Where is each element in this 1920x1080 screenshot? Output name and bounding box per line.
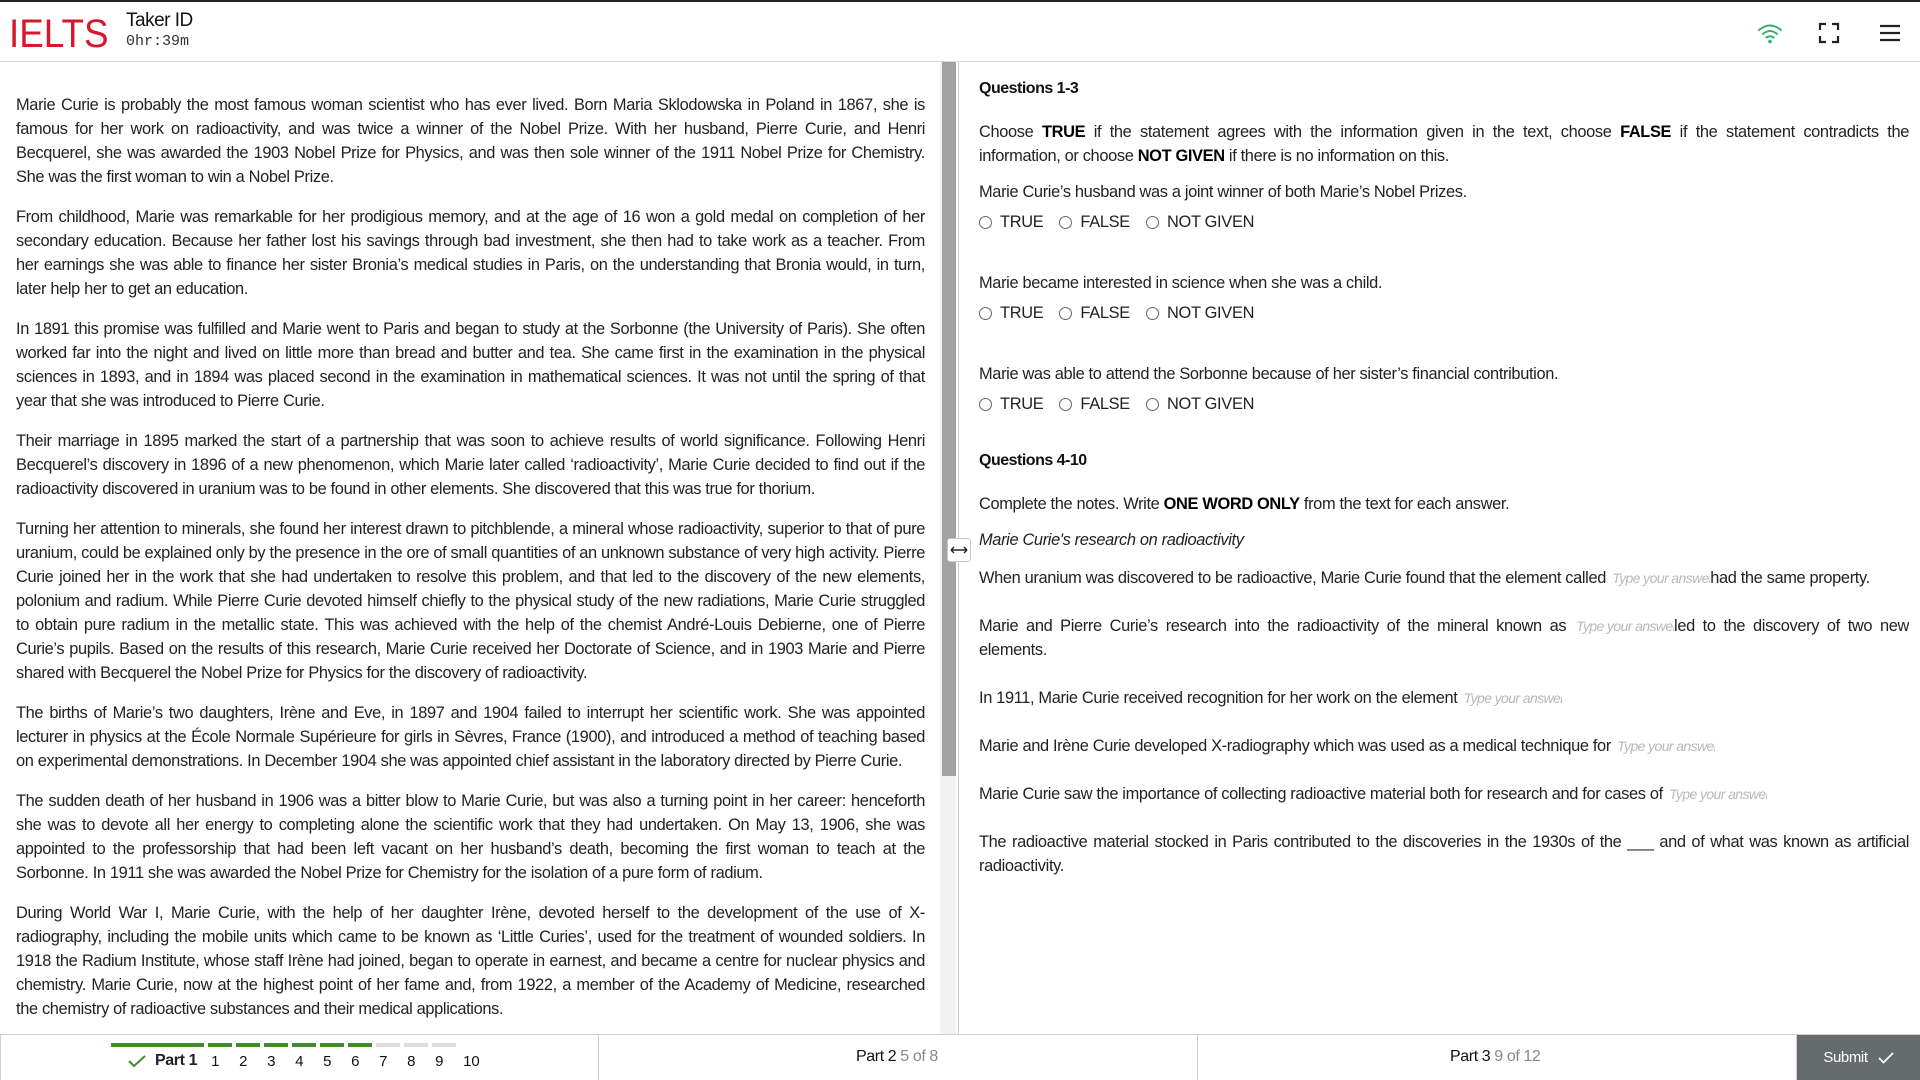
- instruction-text: Choose: [979, 123, 1042, 141]
- question-number[interactable]: 9: [435, 1052, 444, 1070]
- progress-segment: [292, 1043, 316, 1047]
- resize-arrows-icon: [950, 544, 968, 556]
- answer-option[interactable]: [1146, 304, 1254, 323]
- fullscreen-icon[interactable]: [1815, 20, 1843, 46]
- question-number[interactable]: 4: [295, 1052, 304, 1070]
- instruction-text: if the statement agrees with the information given in the text, choose: [1085, 123, 1621, 141]
- question-number[interactable]: 10: [463, 1052, 480, 1070]
- answer-options: [979, 212, 1909, 232]
- menu-icon[interactable]: [1876, 20, 1904, 46]
- part-3-tab[interactable]: [1198, 1035, 1797, 1080]
- gap-text-before: Marie Curie saw the importance of collecting radioactive material both for research and for cases of: [979, 785, 1667, 803]
- bottom-navigation: [0, 1034, 1920, 1079]
- passage-paragraph: From childhood, Marie was remarkable for her prodigious memory, and at the age of 16 won a gold medal on completion of her secondary education. Because her father lost his savings through bad investment, she then had to take work as a teacher. From her earnings she was able to finance her sister Bronia’s medical studies in Paris, on the understanding that Bronia would, in turn, later help her to get an education.: [16, 208, 925, 298]
- radio-button[interactable]: [1146, 398, 1159, 411]
- radio-button[interactable]: [1059, 398, 1072, 411]
- radio-button[interactable]: [1146, 216, 1159, 229]
- notes-instruction: [979, 492, 1909, 516]
- gap-question-10: The radioactive material stocked in Paris contributed to the discoveries in the 1930s of the ___ and of what was known as artificial radioactivity.: [979, 833, 1909, 875]
- gap-question-6: [979, 614, 1909, 662]
- answer-input[interactable]: [1574, 618, 1674, 634]
- answer-option[interactable]: [1146, 395, 1254, 414]
- questions-4-10-heading: Questions 4-10: [979, 452, 1087, 469]
- part-2-tab[interactable]: [599, 1035, 1198, 1080]
- notes-title: Marie Curie's research on radioactivity: [979, 531, 1244, 549]
- progress-segment: [348, 1043, 372, 1047]
- tfng-question-3: [979, 365, 1909, 414]
- question-number[interactable]: 3: [267, 1052, 276, 1070]
- answer-input[interactable]: [1615, 738, 1715, 754]
- progress-segment: [236, 1043, 260, 1047]
- part-2-label: Part 2: [856, 1048, 897, 1065]
- answer-input[interactable]: [1610, 570, 1710, 586]
- answer-option[interactable]: [979, 304, 1043, 323]
- instruction-text: if the statement contradicts the information, or choose: [979, 123, 1909, 165]
- radio-button[interactable]: [979, 307, 992, 320]
- gap-text-before: Marie and Pierre Curie’s research into the radioactivity of the mineral known as: [979, 617, 1575, 635]
- progress-segment: [111, 1043, 204, 1047]
- gap-text-after: had the same property.: [1710, 569, 1870, 587]
- answer-options: [979, 394, 1909, 414]
- part-1-progress: [111, 1043, 495, 1047]
- passage-paragraph: The sudden death of her husband in 1906 was a bitter blow to Marie Curie, but was also a turning point in her career: henceforth she was to devote all her energy to completing alone the scientific work that they had undertaken. On May 13, 1906, she was appointed to the professorship that had been left vacant on her husband’s death, becoming the first woman to teach at the Sorbonne. In 1911 she was awarded the Nobel Prize for Chemistry for the isolation of a pure form of radium.: [16, 792, 925, 882]
- part-2-count: 5 of 8: [900, 1048, 938, 1065]
- radio-button[interactable]: [979, 216, 992, 229]
- question-number[interactable]: 5: [323, 1052, 332, 1070]
- answer-input[interactable]: [1667, 786, 1767, 802]
- pane-resize-handle[interactable]: [947, 538, 971, 562]
- option-label: FALSE: [1080, 303, 1130, 322]
- answer-option[interactable]: [1059, 304, 1130, 323]
- radio-button[interactable]: [1146, 307, 1159, 320]
- instruction-true: TRUE: [1041, 123, 1086, 141]
- radio-button[interactable]: [1059, 216, 1072, 229]
- gap-question-9: [979, 782, 1909, 806]
- progress-segment: [264, 1043, 288, 1047]
- gap-text-after: led to the discovery of two new elements.: [979, 617, 1909, 659]
- statement-text: Marie became interested in science when she was a child.: [979, 274, 1383, 292]
- gap-question-8: [979, 734, 1909, 758]
- timer: 0hr:39m: [126, 33, 190, 50]
- questions-1-3-heading: Questions 1-3: [979, 80, 1079, 97]
- tfng-question-list: [979, 183, 1909, 414]
- submit-label: Submit: [1823, 1049, 1868, 1066]
- wifi-icon[interactable]: [1756, 20, 1784, 46]
- instruction-text: if there is no information on this.: [1224, 147, 1449, 165]
- option-label: TRUE: [1000, 303, 1044, 322]
- option-label: NOT GIVEN: [1166, 212, 1255, 231]
- gap-question-7: [979, 686, 1909, 710]
- passage-paragraph: In 1891 this promise was fulfilled and Marie went to Paris and began to study at the Sorbonne (the University of Paris). She often worked far into the night and lived on little more than bread and butter and tea. She came first in the examination in the physical sciences in 1893, and in 1894 was placed second in the examination in mathematical sciences. It was not until the spring of that year that she was introduced to Pierre Curie.: [16, 320, 925, 410]
- option-label: FALSE: [1080, 212, 1130, 231]
- answer-option[interactable]: [1059, 213, 1130, 232]
- answer-option[interactable]: [979, 213, 1043, 232]
- gap-question-5: [979, 566, 1909, 590]
- answer-input[interactable]: [1462, 690, 1562, 706]
- radio-button[interactable]: [979, 398, 992, 411]
- submit-check-icon: [1878, 1052, 1894, 1064]
- top-bar: [0, 0, 1920, 62]
- answer-option[interactable]: [1059, 395, 1130, 414]
- radio-button[interactable]: [1059, 307, 1072, 320]
- gap-text-before: In 1911, Marie Curie received recognition for her work on the element: [979, 689, 1462, 707]
- gap-fill-list: [979, 566, 1909, 806]
- tfng-question-2: [979, 274, 1909, 323]
- progress-segment: [432, 1043, 456, 1047]
- gap-text-before: When uranium was discovered to be radioactive, Marie Curie found that the element called: [979, 569, 1611, 587]
- statement-text: Marie was able to attend the Sorbonne because of her sister’s financial contribution.: [979, 365, 1559, 383]
- question-number-list: [211, 1053, 495, 1070]
- statement-text: Marie Curie’s husband was a joint winner of both Marie’s Nobel Prizes.: [979, 183, 1467, 201]
- option-label: TRUE: [1000, 212, 1044, 231]
- instruction-text: Complete the notes. Write: [979, 495, 1164, 513]
- tfng-instruction: [979, 120, 1909, 168]
- taker-info: [126, 10, 193, 50]
- instruction-one-word-only: ONE WORD ONLY: [1163, 495, 1300, 513]
- ielts-logo: IELTS: [9, 12, 109, 56]
- question-number[interactable]: 7: [379, 1052, 388, 1070]
- answer-option[interactable]: [979, 395, 1043, 414]
- part-3-label: Part 3: [1450, 1048, 1491, 1065]
- passage-paragraph: Turning her attention to minerals, she found her interest drawn to pitchblende, a mineral whose radioactivity, superior to that of pure uranium, could be explained only by the presence in the ore of small quantities of an unknown substance of very high activity. Pierre Curie joined her in the work that she had undertaken to resolve this problem, and that led to the discovery of the new elements, polonium and radium. While Pierre Curie devoted himself chiefly to the physical study of the new radiations, Marie Curie struggled to obtain pure radium in the metallic state. This was achieved with the help of the chemist André-Louis Debierne, one of Pierre Curie’s pupils. Based on the results of this research, Marie Curie received her Doctorate of Science, and in 1903 Marie and Pierre shared with Becquerel the Nobel Prize for Physics for the discovery of radioactivity.: [16, 520, 925, 682]
- reading-passage: [0, 62, 940, 1034]
- part-1-label: Part 1: [155, 1052, 198, 1069]
- answer-options: [979, 303, 1909, 323]
- passage-paragraph: Their marriage in 1895 marked the start of a partnership that was soon to achieve results of world significance. Following Henri Becquerel’s discovery in 1896 of a new phenomenon, which Marie later called ‘radioactivity’, Marie Curie decided to find out if the radioactivity discovered in uranium was to be found in other elements. She discovered that this was true for thorium.: [16, 432, 925, 498]
- progress-segment: [404, 1043, 428, 1047]
- question-number[interactable]: 6: [351, 1052, 360, 1070]
- passage-paragraph: During World War I, Marie Curie, with the help of her daughter Irène, devoted herself to the development of the use of X-radiography, including the mobile units which came to be known as ‘Little Curies’, used for the treatment of wounded soldiers. In 1918 the Radium Institute, whose staff Irène had joined, began to operate in earnest, and became a centre for nuclear physics and chemistry. Marie Curie, now at the highest point of her fame and, from 1922, a member of the Academy of Medicine, researched the chemistry of radioactive substances and their medical applications.: [16, 904, 925, 1018]
- question-number[interactable]: 1: [211, 1052, 220, 1070]
- question-number[interactable]: 8: [407, 1052, 416, 1070]
- check-icon: [127, 1054, 147, 1068]
- passage-paragraph: The births of Marie’s two daughters, Irène and Eve, in 1897 and 1904 failed to interrupt her scientific work. She was appointed lecturer in physics at the École Normale Supérieure for girls in Sèvres, France (1900), and introduced a method of teaching based on experimental demonstrations. In December 1904 she was appointed chief assistant in the laboratory directed by Pierre Curie.: [16, 704, 925, 770]
- part-3-count: 9 of 12: [1494, 1048, 1541, 1065]
- progress-segment: [320, 1043, 344, 1047]
- gap-text-before: Marie and Irène Curie developed X-radiography which was used as a medical technique for: [979, 737, 1616, 755]
- passage-scrollbar-thumb[interactable]: [942, 62, 956, 776]
- passage-paragraph: Marie Curie is probably the most famous woman scientist who has ever lived. Born Maria Sklodowska in Poland in 1867, she is famous for her work on radioactivity, and was twice a winner of the Nobel Prize. With her husband, Pierre Curie, and Henri Becquerel, she was awarded the 1903 Nobel Prize for Physics, and was then sole winner of the 1911 Nobel Prize for Chemistry. She was the first woman to win a Nobel Prize.: [16, 96, 925, 186]
- tfng-question-1: [979, 183, 1909, 232]
- instruction-text: from the text for each answer.: [1299, 495, 1510, 513]
- answer-option[interactable]: [1146, 213, 1254, 232]
- taker-id-label: Taker ID: [126, 10, 193, 31]
- question-number[interactable]: 2: [239, 1052, 248, 1070]
- questions-pane: [979, 62, 1909, 1034]
- option-label: NOT GIVEN: [1166, 394, 1255, 413]
- instruction-false: FALSE: [1620, 123, 1672, 141]
- submit-button[interactable]: [1797, 1035, 1920, 1080]
- option-label: FALSE: [1080, 394, 1130, 413]
- option-label: NOT GIVEN: [1166, 303, 1255, 322]
- part-1-tab[interactable]: [0, 1035, 599, 1080]
- progress-segment: [376, 1043, 400, 1047]
- instruction-not-given: NOT GIVEN: [1137, 147, 1225, 165]
- progress-segment: [208, 1043, 232, 1047]
- option-label: TRUE: [1000, 394, 1044, 413]
